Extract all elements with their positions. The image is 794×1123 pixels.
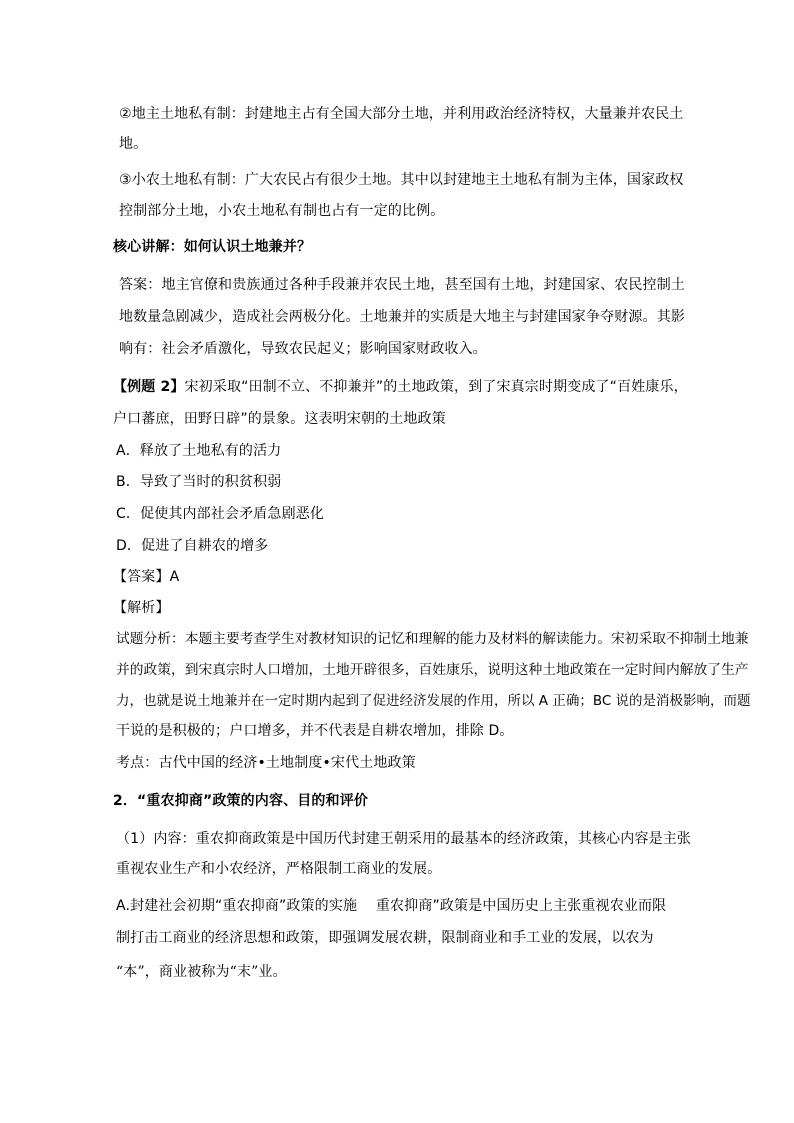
section2-heading: 2．“重农抑商”政策的内容、目的和评价 [113, 793, 368, 809]
section2-a-line3: “本”，商业被称为“末”业。 [116, 964, 287, 980]
example-question-line1 [113, 377, 688, 397]
analysis-line4: 干说的是积极的；户口增多，并不代表是自耕农增加，排除 D。 [116, 723, 514, 739]
paragraph-landlord-ownership-line1: ②地主土地私有制：封建地主占有全国大部分土地，并利用政治经济特权，大量兼并农民土 [119, 106, 684, 122]
core-answer-line1: 答案：地主官僚和贵族通过各种手段兼并农民土地，甚至国有土地，封建国家、农民控制土 [119, 277, 685, 293]
example-question-text: 宋初采取“田制不立、不抑兼并”的土地政策，到了宋真宗时期变成了“百姓康乐， [184, 379, 688, 395]
option-c: C．促使其内部社会矛盾急剧恶化 [116, 506, 325, 522]
option-a: A．释放了土地私有的活力 [116, 443, 282, 459]
core-answer-line3: 响有：社会矛盾激化，导致农民起义；影响国家财政收入。 [119, 341, 487, 357]
analysis-line1: 试题分析：本题主要考查学生对教材知识的记忆和理解的能力及材料的解读能力。宋初采取不抑制土地兼 [116, 631, 749, 647]
kaodian-line: 考点：古代中国的经济•土地制度•宋代土地政策 [116, 755, 416, 771]
option-b: B．导致了当时的积贫积弱 [116, 474, 282, 490]
analysis-line3: 力，也就是说土地兼并在一定时期内起到了促进经济发展的作用，所以 A 正确；BC 说的是消极影响，而题 [116, 693, 751, 709]
core-answer-line2: 地数量急剧减少，造成社会两极分化。土地兼并的实质是大地主与封建国家争夺财源。其影 [119, 309, 685, 325]
paragraph-smallfarmer-ownership-line1: ③小农土地私有制：广大农民占有很少土地。其中以封建地主土地私有制为主体，国家政权 [119, 172, 684, 188]
paragraph-landlord-ownership-line2: 地。 [119, 136, 148, 152]
option-d: D．促进了自耕农的增多 [116, 538, 269, 554]
paragraph-smallfarmer-ownership-line2: 控制部分土地，小农土地私有制也占有一定的比例。 [119, 203, 445, 219]
answer-line: 【答案】A [113, 569, 180, 585]
example-question-line2: 户口蕃庶，田野日辟”的景象。这表明宋朝的土地政策 [113, 411, 446, 427]
section2-a-line1: A.封建社会初期“重农抑商”政策的实施 重农抑商”政策是中国历史上主张重视农业而限 [116, 898, 667, 914]
section2-content-line2: 重视农业生产和小农经济，严格限制工商业的发展。 [116, 861, 442, 877]
section2-content-line1: （1）内容：重农抑商政策是中国历代封建王朝采用的最基本的经济政策，其核心内容是主张 [116, 831, 692, 847]
section2-a-line2: 制打击工商业的经济思想和政策，即强调发展农耕，限制商业和手工业的发展，以农为 [116, 930, 654, 946]
analysis-label: 【解析】 [113, 600, 170, 616]
core-heading: 核心讲解：如何认识土地兼并？ [113, 239, 312, 255]
example-label: 【例题 2】 [113, 379, 185, 395]
analysis-line2: 并的政策，到宋真宗时人口增加，土地开辟很多，百姓康乐，说明这种土地政策在一定时间内解放了生产 [116, 662, 749, 678]
